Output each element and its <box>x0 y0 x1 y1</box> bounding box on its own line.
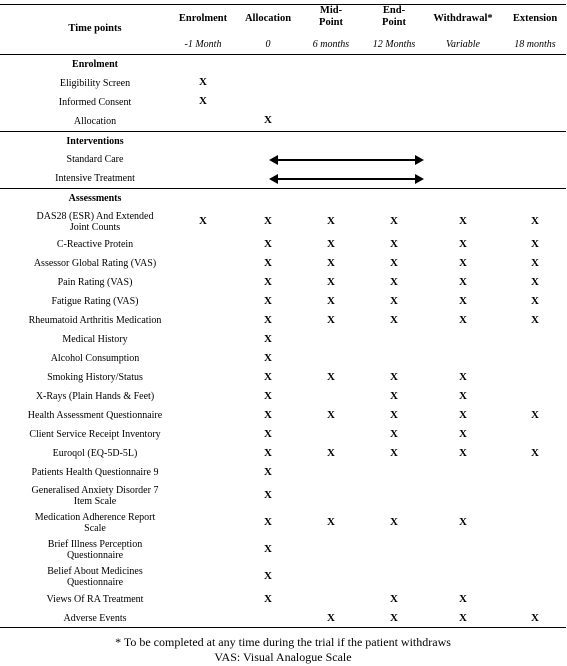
check-mark: X <box>390 446 398 459</box>
column-subheader-ext: 18 months <box>514 39 556 50</box>
check-mark: X <box>264 408 272 421</box>
check-mark: X <box>327 294 335 307</box>
check-mark: X <box>531 611 539 624</box>
column-header-ext: Extension <box>512 13 558 24</box>
top-rule <box>0 4 566 5</box>
check-mark: X <box>264 370 272 383</box>
check-mark: X <box>459 389 467 402</box>
check-mark: X <box>459 256 467 269</box>
check-mark: X <box>264 592 272 605</box>
check-mark: X <box>264 515 272 528</box>
check-mark: X <box>459 446 467 459</box>
check-mark: X <box>531 237 539 250</box>
row-label: Smoking History/Status <box>47 372 143 383</box>
footnote-withdrawal: * To be completed at any time during the trial if the patient withdraws <box>115 635 451 649</box>
section-title-interventions: Interventions <box>66 136 124 147</box>
row-label: Views Of RA Treatment <box>46 594 144 605</box>
check-mark: X <box>390 237 398 250</box>
check-mark: X <box>459 408 467 421</box>
row-label: Informed Consent <box>58 97 132 108</box>
check-mark: X <box>199 76 207 88</box>
check-mark: X <box>390 611 398 624</box>
duration-arrow <box>276 178 417 180</box>
header-bottom-rule <box>0 54 566 55</box>
column-subheader-wd: Variable <box>446 39 480 50</box>
check-mark: X <box>459 592 467 605</box>
check-mark: X <box>459 611 467 624</box>
check-mark: X <box>264 294 272 307</box>
row-label: Standard Care <box>66 154 124 165</box>
duration-arrow <box>276 159 417 161</box>
check-mark: X <box>264 275 272 288</box>
check-mark: X <box>531 313 539 326</box>
check-mark: X <box>264 446 272 459</box>
check-mark: X <box>327 214 335 227</box>
enrolment-bottom-rule <box>0 131 566 132</box>
row-label: Adverse Events <box>63 613 127 624</box>
row-label: Generalised Anxiety Disorder 7 <box>31 484 159 496</box>
arrow-head-left <box>269 174 278 184</box>
check-mark: X <box>327 275 335 288</box>
check-mark: X <box>459 515 467 528</box>
check-mark: X <box>390 275 398 288</box>
column-header-wd: Withdrawal* <box>433 13 493 24</box>
check-mark: X <box>264 542 272 555</box>
check-mark: X <box>327 256 335 269</box>
check-mark: X <box>327 408 335 421</box>
check-mark: X <box>531 408 539 421</box>
row-label: Questionnaire <box>66 549 124 561</box>
column-header-end: End- <box>382 5 406 16</box>
check-mark: X <box>264 256 272 269</box>
row-label: Brief Illness Perception <box>47 538 143 550</box>
check-mark: X <box>459 313 467 326</box>
column-subheader-mid: 6 months <box>312 39 350 50</box>
check-mark: X <box>531 256 539 269</box>
row-label: Medical History <box>62 334 128 345</box>
row-label: Eligibility Screen <box>59 78 131 89</box>
check-mark: X <box>327 370 335 383</box>
arrow-head-right <box>415 174 424 184</box>
check-mark: X <box>264 237 272 250</box>
check-mark: X <box>459 427 467 440</box>
check-mark: X <box>390 389 398 402</box>
check-mark: X <box>459 294 467 307</box>
row-label: Medication Adherence Report <box>34 511 156 523</box>
check-mark: X <box>390 427 398 440</box>
check-mark: X <box>390 515 398 528</box>
check-mark: X <box>264 569 272 582</box>
column-header-mid: Point <box>319 17 343 28</box>
column-header-enrol: Enrolment <box>178 13 228 24</box>
check-mark: X <box>390 294 398 307</box>
table-bottom-rule <box>0 627 566 628</box>
footnote-vas: VAS: Visual Analogue Scale <box>214 650 352 664</box>
check-mark: X <box>327 515 335 528</box>
check-mark: X <box>531 275 539 288</box>
check-mark: X <box>390 214 398 227</box>
check-mark: X <box>264 427 272 440</box>
row-label: Questionnaire <box>66 576 124 588</box>
check-mark: X <box>327 446 335 459</box>
check-mark: X <box>531 294 539 307</box>
section-title-assessments: Assessments <box>68 193 122 204</box>
check-mark: X <box>390 592 398 605</box>
check-mark: X <box>390 256 398 269</box>
row-label: Pain Rating (VAS) <box>57 277 133 288</box>
check-mark: X <box>199 95 207 107</box>
row-label: Item Scale <box>73 495 117 507</box>
arrow-head-left <box>269 155 278 165</box>
check-mark: X <box>531 214 539 227</box>
row-label: Rheumatoid Arthritis Medication <box>28 315 162 326</box>
check-mark: X <box>264 488 272 501</box>
check-mark: X <box>264 465 272 478</box>
column-subheader-alloc: 0 <box>265 39 271 50</box>
check-mark: X <box>390 313 398 326</box>
check-mark: X <box>199 214 207 227</box>
check-mark: X <box>531 446 539 459</box>
row-label: Alcohol Consumption <box>50 353 140 364</box>
row-label: Scale <box>84 522 106 534</box>
check-mark: X <box>459 237 467 250</box>
check-mark: X <box>459 275 467 288</box>
check-mark: X <box>390 370 398 383</box>
column-header-end: Point <box>382 17 406 28</box>
time-points-header: Time points <box>68 23 122 34</box>
row-label: Intensive Treatment <box>55 173 135 184</box>
check-mark: X <box>327 611 335 624</box>
column-subheader-end: 12 Months <box>372 39 416 50</box>
arrow-head-right <box>415 155 424 165</box>
row-label: Client Service Receipt Inventory <box>29 429 161 440</box>
row-label: Euroqol (EQ-5D-5L) <box>52 448 138 459</box>
row-label: Assessor Global Rating (VAS) <box>33 258 157 269</box>
check-mark: X <box>459 370 467 383</box>
check-mark: X <box>264 114 272 126</box>
section-title-enrolment: Enrolment <box>72 59 118 70</box>
column-header-alloc: Allocation <box>244 13 292 24</box>
check-mark: X <box>264 214 272 227</box>
column-header-mid: Mid- <box>319 5 343 16</box>
row-label: Health Assessment Questionnaire <box>27 410 163 421</box>
check-mark: X <box>390 408 398 421</box>
check-mark: X <box>264 313 272 326</box>
row-label: Allocation <box>73 116 117 127</box>
interventions-bottom-rule <box>0 188 566 189</box>
check-mark: X <box>327 237 335 250</box>
row-label: DAS28 (ESR) And Extended <box>36 210 154 222</box>
row-label: C-Reactive Protein <box>56 239 134 250</box>
row-label: Joint Counts <box>69 221 121 233</box>
row-label: Fatigue Rating (VAS) <box>51 296 139 307</box>
check-mark: X <box>459 214 467 227</box>
check-mark: X <box>327 313 335 326</box>
column-subheader-enrol: -1 Month <box>184 39 222 50</box>
check-mark: X <box>264 351 272 364</box>
row-label: Belief About Medicines <box>47 565 143 577</box>
check-mark: X <box>264 389 272 402</box>
check-mark: X <box>264 332 272 345</box>
row-label: X-Rays (Plain Hands & Feet) <box>35 391 155 402</box>
row-label: Patients Health Questionnaire 9 <box>31 467 159 478</box>
